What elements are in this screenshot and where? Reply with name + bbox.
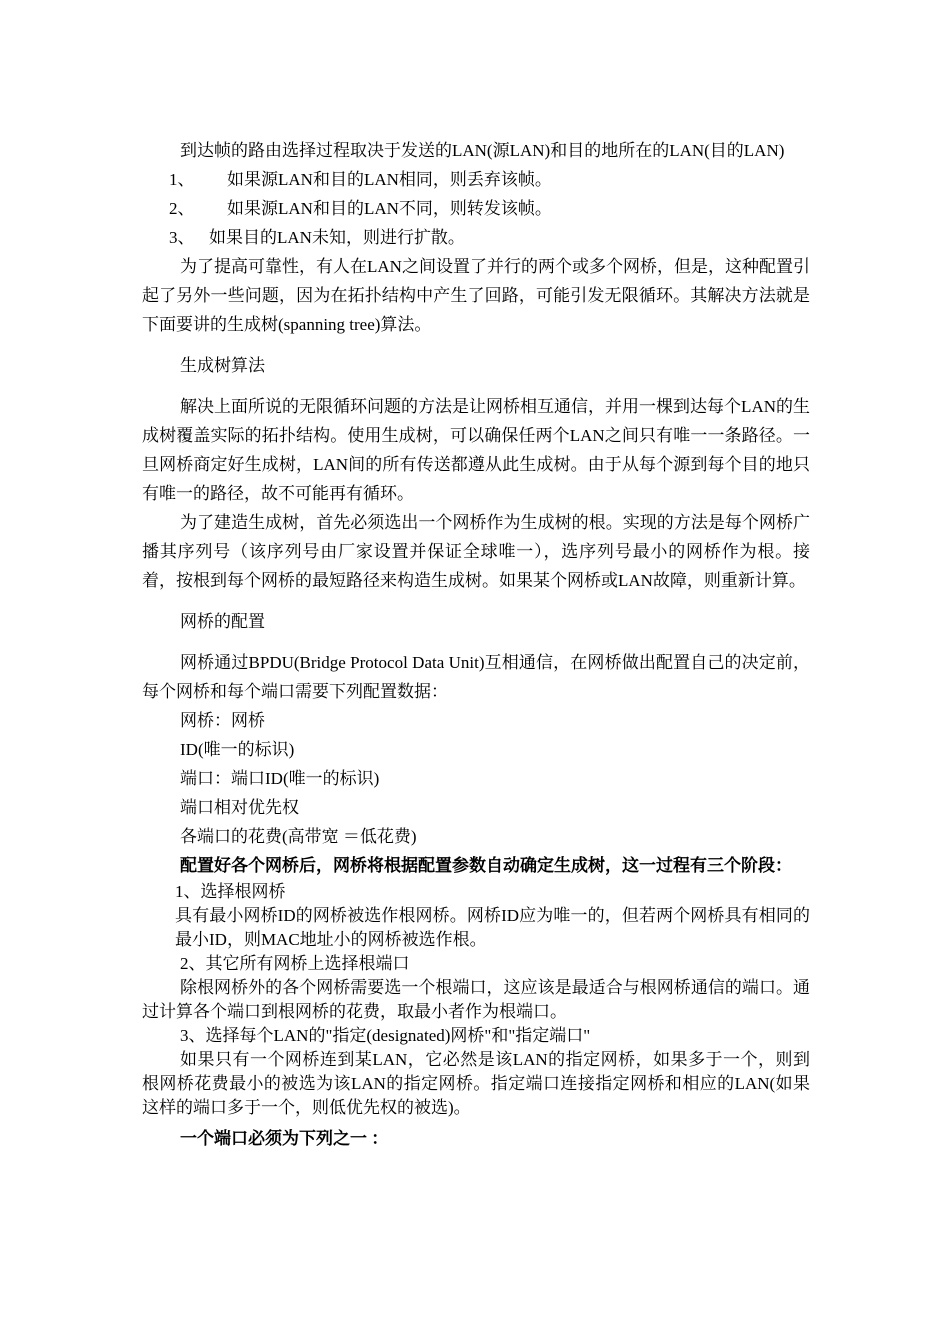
stage-3-text: 如果只有一个网桥连到某LAN，它必然是该LAN的指定网桥，如果多于一个，则到根网桥花费最小的被选为该LAN的指定网桥。指定端口连接指定网桥和相应的LAN(如果这样的端口多于一个，则低优先权的被选)。 — [142, 1050, 810, 1117]
config-item: ID(唯一的标识) — [180, 740, 295, 759]
document-body — [142, 136, 810, 1153]
stage-1-title: 1、选择根网桥 — [175, 882, 286, 901]
config-item: 端口相对优先权 — [180, 798, 299, 817]
stages-intro-bold: 配置好各个网桥后，网桥将根据配置参数自动确定生成树，这一过程有三个阶段： — [180, 856, 792, 875]
stage-3-title: 3、选择每个LAN的"指定(designated)网桥"和"指定端口" — [180, 1026, 591, 1045]
rule-number: 1、 — [169, 170, 195, 189]
rule-item-3 — [142, 223, 810, 252]
reliability-paragraph: 为了提高可靠性，有人在LAN之间设置了并行的两个或多个网桥，但是，这种配置引起了另外一些问题，因为在拓扑结构中产生了回路，可能引发无限循环。其解决方法就是下面要讲的生成树(spanning tree)算法。 — [142, 257, 810, 334]
port-role-heading-bold: 一个端口必须为下列之一 ： — [180, 1129, 389, 1148]
config-item: 网桥：网桥 — [180, 711, 265, 730]
rule-item-2 — [142, 194, 810, 223]
stage-2-title: 2、其它所有网桥上选择根端口 — [180, 954, 410, 973]
intro-paragraph: 到达帧的路由选择过程取决于发送的LAN(源LAN)和目的地所在的LAN(目的LAN) — [180, 141, 785, 160]
rule-item-1 — [142, 165, 810, 194]
config-item: 各端口的花费(高带宽 ＝低花费) — [180, 827, 417, 846]
rule-number: 3、 — [169, 228, 195, 247]
stage-2-text: 除根网桥外的各个网桥需要选一个根端口，这应该是最适合与根网桥通信的端口。通过计算各个端口到根网桥的花费，取最小者作为根端口。 — [142, 978, 810, 1021]
section-heading-bridge-config: 网桥的配置 — [180, 612, 265, 631]
rule-text: 如果源LAN和目的LAN相同，则丢弃该帧。 — [227, 170, 552, 189]
rule-text: 如果源LAN和目的LAN不同，则转发该帧。 — [227, 199, 552, 218]
spanning-tree-paragraph-1: 解决上面所说的无限循环问题的方法是让网桥相互通信，并用一棵到达每个LAN的生成树覆盖实际的拓扑结构。使用生成树，可以确保任两个LAN之间只有唯一一条路径。一旦网桥商定好生成树，LAN间的所有传送都遵从此生成树。由于从每个源到每个目的地只有唯一的路径，故不可能再有循环。 — [142, 397, 810, 503]
config-item: 端口：端口ID(唯一的标识) — [180, 769, 380, 788]
bpdu-paragraph: 网桥通过BPDU(Bridge Protocol Data Unit)互相通信，在网桥做出配置自己的决定前，每个网桥和每个端口需要下列配置数据： — [142, 653, 810, 701]
rule-text: 如果目的LAN未知，则进行扩散。 — [209, 228, 465, 247]
rule-number: 2、 — [169, 199, 195, 218]
stage-1-text: 具有最小网桥ID的网桥被选作根网桥。网桥ID应为唯一的，但若两个网桥具有相同的最小ID，则MAC地址小的网桥被选作根。 — [175, 906, 810, 949]
section-heading-spanning-tree: 生成树算法 — [180, 356, 265, 375]
spanning-tree-paragraph-2: 为了建造生成树，首先必须选出一个网桥作为生成树的根。实现的方法是每个网桥广播其序列号（该序列号由厂家设置并保证全球唯一），选序列号最小的网桥作为根。接着，按根到每个网桥的最短路径来构造生成树。如果某个网桥或LAN故障，则重新计算。 — [142, 513, 810, 590]
